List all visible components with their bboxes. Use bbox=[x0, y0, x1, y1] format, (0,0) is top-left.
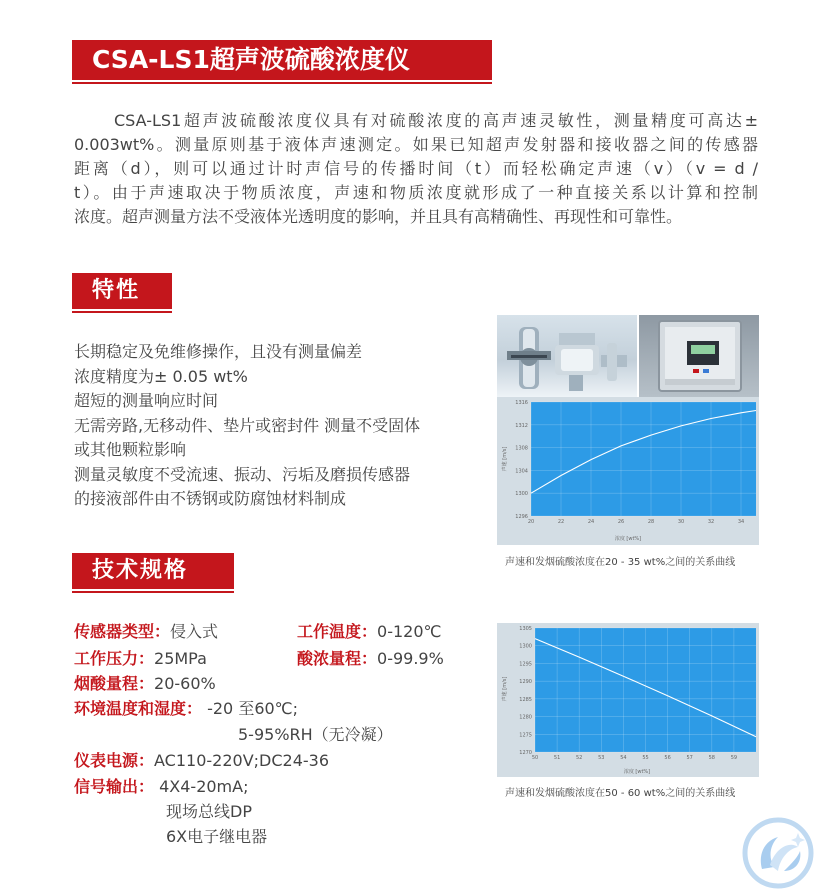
y-tick-label: 1285 bbox=[519, 696, 532, 703]
company-logo-icon bbox=[740, 817, 816, 889]
y-tick-label: 1280 bbox=[519, 714, 532, 721]
company-logo-drawing bbox=[740, 817, 816, 889]
features-list bbox=[74, 340, 420, 512]
y-tick-label: 1316 bbox=[515, 400, 528, 406]
intro-line: t）。由于声速取决于物质浓度，声速和物质浓度就形成了一种直接关系以计算和控制 bbox=[74, 183, 758, 202]
x-tick-label: 53 bbox=[598, 755, 605, 761]
chart-20-35 bbox=[497, 397, 759, 545]
chart-svg bbox=[497, 623, 759, 777]
x-tick-label: 57 bbox=[686, 755, 693, 761]
y-tick-label: 1275 bbox=[519, 732, 532, 739]
spec-environment-humidity bbox=[238, 723, 393, 747]
spec-acid-range bbox=[297, 647, 444, 671]
spec-value: 0-99.9% bbox=[377, 649, 444, 668]
spec-work-pressure bbox=[74, 647, 207, 671]
x-tick-label: 26 bbox=[617, 519, 625, 525]
feature-item: 浓度精度为± 0.05 wt% bbox=[74, 366, 248, 386]
x-tick-label: 50 bbox=[531, 755, 539, 761]
x-tick-label: 51 bbox=[553, 755, 561, 761]
spec-value: 0-120℃ bbox=[377, 622, 442, 641]
y-tick-label: 1295 bbox=[519, 661, 532, 668]
spec-value: 现场总线DP bbox=[166, 802, 252, 821]
x-tick-label: 59 bbox=[730, 755, 738, 761]
spec-value: 20-60% bbox=[154, 674, 216, 693]
y-tick-label: 1270 bbox=[519, 750, 532, 756]
spec-label: 烟酸量程： bbox=[74, 674, 155, 693]
spec-value: 6X电子继电器 bbox=[166, 827, 268, 846]
x-tick-label: 34 bbox=[737, 519, 745, 525]
spec-label: 工作压力： bbox=[74, 649, 155, 668]
spec-environment bbox=[74, 697, 298, 721]
feature-item: 或其他颗粒影响 bbox=[74, 440, 187, 459]
spec-label: 传感器类型： bbox=[74, 622, 171, 641]
intro-paragraph bbox=[74, 109, 758, 229]
spec-work-temp bbox=[297, 620, 441, 644]
spec-value: 侵入式 bbox=[170, 622, 219, 641]
intro-line: 距离（d），则可以通过计时声信号的传播时间（t）而轻松确定声速（v）（v = d / bbox=[74, 159, 758, 178]
x-axis-label: 浓度 [wt%] bbox=[623, 769, 651, 775]
chart-svg bbox=[497, 397, 759, 545]
chart-50-60 bbox=[497, 623, 759, 777]
spec-label: 仪表电源： bbox=[74, 751, 155, 770]
x-tick-label: 22 bbox=[557, 519, 565, 525]
feature-item: 超短的测量响应时间 bbox=[74, 391, 219, 410]
intro-line: 0.003wt%。测量原则基于液体声速测定。如果已知超声发射器和接收器之间的传感器 bbox=[74, 135, 758, 154]
x-tick-label: 56 bbox=[664, 755, 671, 761]
sensor-photo bbox=[497, 315, 637, 397]
spec-power bbox=[74, 749, 329, 773]
spec-oleum-range bbox=[74, 672, 216, 696]
spec-value: 5-95%RH（无冷凝） bbox=[238, 725, 393, 744]
spec-value: 25MPa bbox=[154, 649, 207, 668]
spec-value: AC110-220V;DC24-36 bbox=[154, 751, 330, 770]
spec-signal bbox=[74, 775, 248, 799]
features-heading: 特性 bbox=[72, 273, 172, 309]
intro-line: 浓度。超声测量方法不受液体光透明度的影响，并且具有高精确性、再现性和可靠性。 bbox=[74, 207, 683, 226]
product-photos bbox=[497, 315, 759, 397]
feature-item: 的接液部件由不锈钢或防腐蚀材料制成 bbox=[74, 489, 347, 508]
y-tick-label: 1290 bbox=[519, 679, 532, 686]
spec-value: -20 至60℃; bbox=[202, 699, 299, 718]
x-tick-label: 28 bbox=[647, 519, 655, 525]
spec-signal-relay bbox=[166, 825, 267, 849]
y-tick-label: 1300 bbox=[519, 643, 532, 650]
intro-line: CSA-LS1超声波硫酸浓度仪具有对硫酸浓度的高声速灵敏性，测量精度可高达± bbox=[114, 111, 758, 130]
x-tick-label: 20 bbox=[527, 519, 535, 525]
sensor-photo-drawing bbox=[497, 315, 637, 397]
analyzer-box-drawing bbox=[639, 315, 759, 397]
y-axis-label: 声速 [m/s] bbox=[502, 676, 508, 702]
x-axis-label: 浓度 [wt%] bbox=[614, 536, 642, 542]
y-tick-label: 1305 bbox=[519, 626, 532, 632]
feature-item: 无需旁路,无移动件、垫片或密封件 测量不受固体 bbox=[74, 415, 421, 435]
spec-label: 酸浓量程： bbox=[297, 649, 378, 668]
chart-caption: 声速和发烟硫酸浓度在20 - 35 wt%之间的关系曲线 bbox=[505, 557, 736, 568]
spec-label: 信号输出： bbox=[74, 777, 155, 796]
spec-value: 4X4-20mA; bbox=[154, 777, 249, 796]
x-tick-label: 30 bbox=[677, 519, 685, 525]
plot-area bbox=[531, 402, 756, 516]
spec-sensor-type bbox=[74, 620, 218, 644]
y-tick-label: 1300 bbox=[515, 491, 528, 498]
x-tick-label: 32 bbox=[707, 519, 715, 525]
x-tick-label: 58 bbox=[708, 755, 715, 761]
y-tick-label: 1304 bbox=[515, 468, 528, 475]
spec-signal-fieldbus bbox=[166, 800, 252, 824]
x-tick-label: 54 bbox=[620, 755, 627, 761]
feature-item: 长期稳定及免维修操作，且没有测量偏差 bbox=[74, 342, 363, 361]
x-tick-label: 52 bbox=[576, 755, 583, 761]
analyzer-box-photo bbox=[639, 315, 759, 397]
spec-label: 环境温度和湿度： bbox=[74, 699, 203, 718]
page-title: CSA-LS1超声波硫酸浓度仪 bbox=[72, 40, 492, 80]
y-axis-label: 声速 [m/s] bbox=[502, 446, 508, 472]
y-tick-label: 1312 bbox=[515, 422, 528, 429]
spec-label: 工作温度： bbox=[297, 622, 378, 641]
feature-item: 测量灵敏度不受流速、振动、污垢及磨损传感器 bbox=[74, 464, 411, 484]
chart-caption: 声速和发烟硫酸浓度在50 - 60 wt%之间的关系曲线 bbox=[505, 788, 736, 799]
x-tick-label: 24 bbox=[587, 519, 595, 525]
y-tick-label: 1308 bbox=[515, 445, 528, 452]
specs-heading: 技术规格 bbox=[72, 553, 234, 589]
x-tick-label: 55 bbox=[642, 755, 649, 761]
y-tick-label: 1296 bbox=[515, 514, 528, 520]
